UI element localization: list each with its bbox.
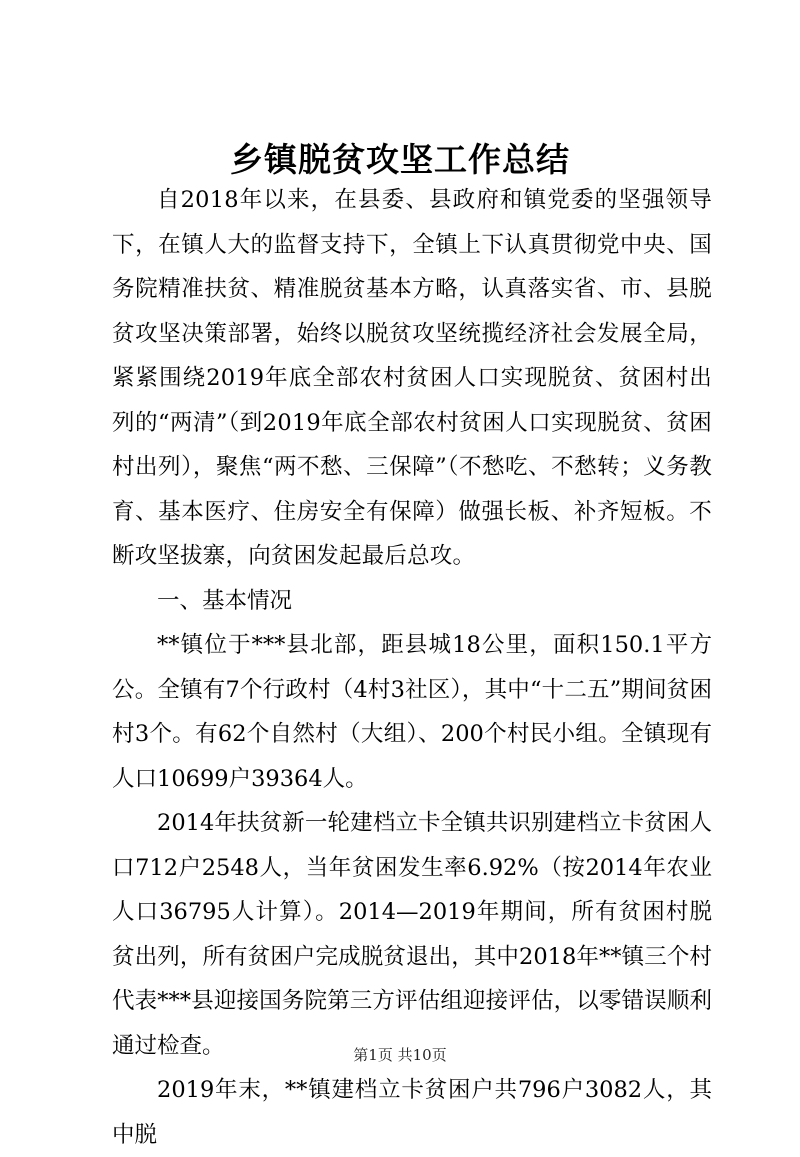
document-body bbox=[112, 178, 712, 1157]
paragraph-town-overview: **镇位于***县北部，距县城18公里，面积150.1平方公。全镇有7个行政村（4村3社区），其中“十二五”期间贫困村3个。有62个自然村（大组）、200个村民小组。全镇现有人口10699户39364人。 bbox=[112, 632, 712, 792]
paragraph-intro: 自2018年以来，在县委、县政府和镇党委的坚强领导下，在镇人大的监督支持下，全镇上下认真贯彻党中央、国务院精准扶贫、精准脱贫基本方略，认真落实省、市、县脱贫攻坚决策部署，始终以脱贫攻坚统揽经济社会发展全局，紧紧围绕2019年底全部农村贫困人口实现脱贫、贫困村出列的“两清”（到2019年底全部农村贫困人口实现脱贫、贫困村出列），聚焦“两不愁、三保障”（不愁吃、不愁转；义务教育、基本医疗、住房安全有保障）做强长板、补齐短板。不断攻坚拔寨，向贫困发起最后总攻。 bbox=[112, 187, 712, 569]
document-title: 乡镇脱贫攻坚工作总结 bbox=[230, 140, 570, 179]
page-footer: 第1页 共10页 bbox=[353, 1046, 447, 1064]
section-heading-basic-situation: 一、基本情况 bbox=[157, 587, 293, 614]
paragraph-2019-status: 2019年末，**镇建档立卡贫困户共796户3082人，其中脱 bbox=[112, 1077, 712, 1148]
paragraph-2014-registration: 2014年扶贫新一轮建档立卡全镇共识别建档立卡贫困人口712户2548人，当年贫困发生率6.92%（按2014年农业人口36795人计算）。2014—2019年期间，所有贫困村脱贫出列，所有贫困户完成脱贫退出，其中2018年**镇三个村代表***县迎接国务院第三方评估组迎接评估，以零错误顺利通过检查。 bbox=[112, 810, 712, 1059]
